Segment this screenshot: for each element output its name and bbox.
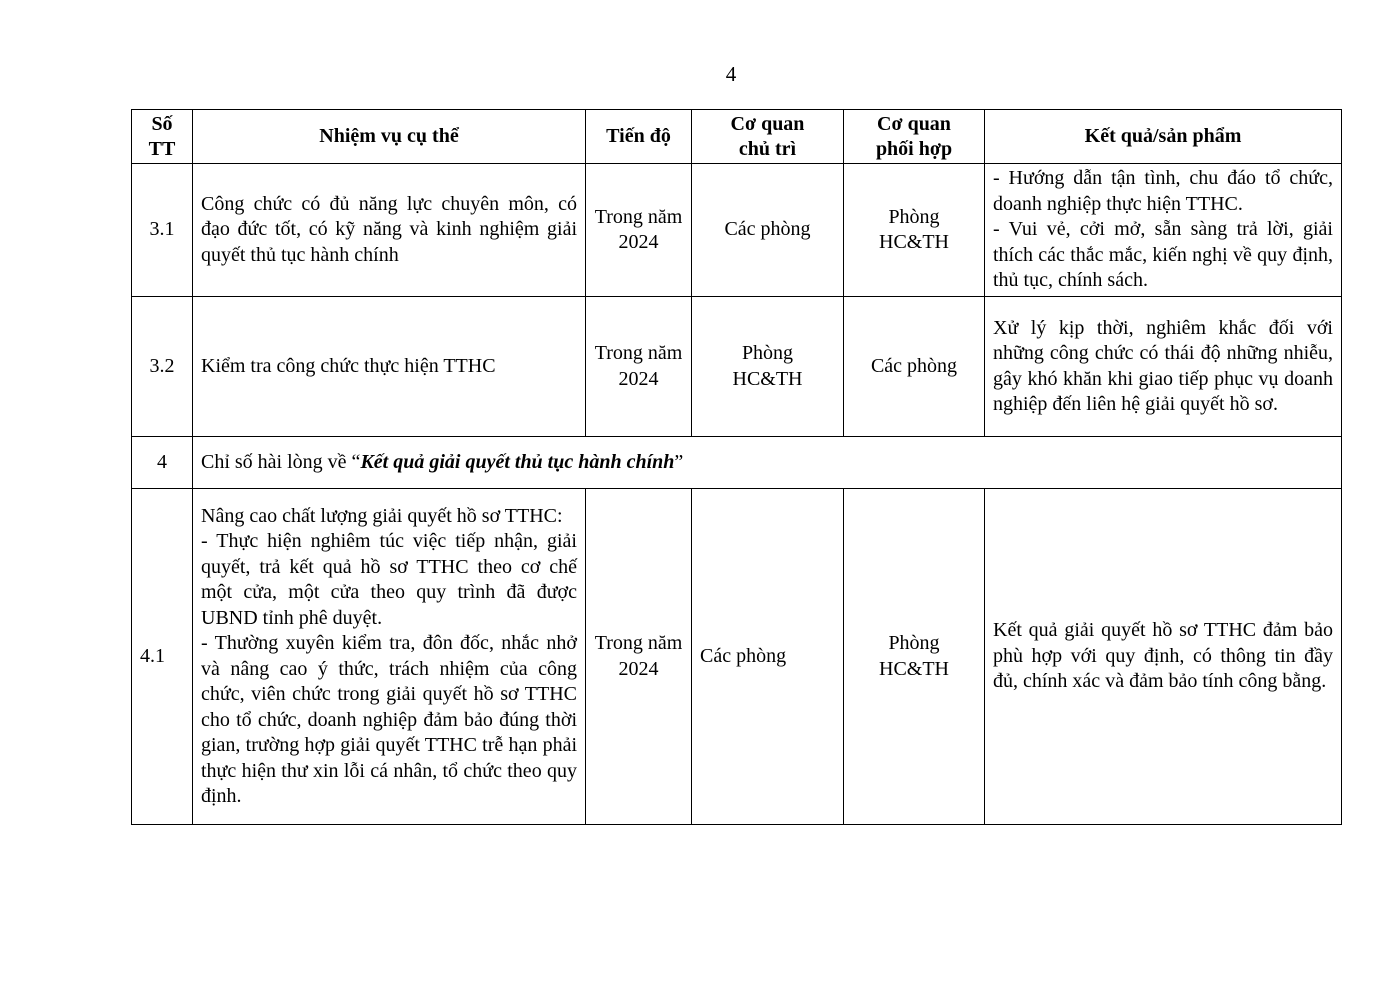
row-stt: 3.2 [132, 297, 193, 437]
row-lead: Các phòng [692, 164, 844, 297]
header-stt: Số TT [132, 110, 193, 164]
row-task: Công chức có đủ năng lực chuyên môn, có đạo đức tốt, có kỹ năng và kinh nghiệm giải quyết thủ tục hành chính [193, 164, 586, 297]
section-title-prefix: Chỉ số hài lòng về “ [201, 450, 361, 473]
row-coordinate: Phòng HC&TH [844, 489, 985, 825]
header-progress: Tiến độ [586, 110, 692, 164]
task-line: - Thực hiện nghiêm túc việc tiếp nhận, giải quyết, trả kết quả hồ sơ TTHC theo cơ chế một cửa, một cửa theo quy trình đã được UBND tỉnh phê duyệt. [201, 530, 577, 629]
task-table [131, 109, 1342, 825]
section-title-emphasis: Kết quả giải quyết thủ tục hành chính [360, 450, 675, 473]
table-row [132, 489, 1342, 825]
row-coordinate: Phòng HC&TH [844, 164, 985, 297]
row-lead: Phòng HC&TH [692, 297, 844, 437]
row-result: Kết quả giải quyết hồ sơ TTHC đảm bảo phù hợp với quy định, có thông tin đầy đủ, chính xác và đảm bảo tính công bằng. [985, 489, 1342, 825]
task-line: - Thường xuyên kiểm tra, đôn đốc, nhắc nhở và nâng cao ý thức, trách nhiệm của công chức, viên chức trong giải quyết hồ sơ TTHC cho tổ chức, doanh nghiệp đảm bảo đúng thời gian, trường hợp giải quyết TTHC trễ hạn phải thực hiện thư xin lỗi cá nhân, tổ chức theo quy định. [201, 632, 577, 807]
row-lead: Các phòng [692, 489, 844, 825]
result-line: - Vui vẻ, cởi mở, sẵn sàng trả lời, giải thích các thắc mắc, kiến nghị về quy định, thủ tục, chính sách. [993, 218, 1333, 292]
row-progress: Trong năm 2024 [586, 489, 692, 825]
section-row [132, 437, 1342, 489]
header-task: Nhiệm vụ cụ thể [193, 110, 586, 164]
row-result: Xử lý kịp thời, nghiêm khắc đối với những công chức có thái độ những nhiễu, gây khó khăn khi giao tiếp phục vụ doanh nghiệp đến liên hệ giải quyết hồ sơ. [985, 297, 1342, 437]
table-header-row [132, 110, 1342, 164]
section-stt: 4 [132, 437, 193, 489]
row-progress: Trong năm 2024 [586, 164, 692, 297]
row-stt: 3.1 [132, 164, 193, 297]
header-lead: Cơ quan chủ trì [692, 110, 844, 164]
section-title [193, 437, 1342, 489]
row-task [193, 489, 586, 825]
result-line: - Hướng dẫn tận tình, chu đáo tổ chức, doanh nghiệp thực hiện TTHC. [993, 167, 1333, 215]
row-stt: 4.1 [132, 489, 193, 825]
table-row [132, 297, 1342, 437]
header-result: Kết quả/sản phẩm [985, 110, 1342, 164]
table-row [132, 164, 1342, 297]
task-line: Nâng cao chất lượng giải quyết hồ sơ TTHC: [201, 504, 563, 527]
page-number: 4 [725, 62, 737, 86]
row-progress: Trong năm 2024 [586, 297, 692, 437]
row-task: Kiểm tra công chức thực hiện TTHC [193, 297, 586, 437]
row-result [985, 164, 1342, 297]
header-coordinate: Cơ quan phối hợp [844, 110, 985, 164]
section-title-suffix: ” [674, 450, 684, 473]
row-coordinate: Các phòng [844, 297, 985, 437]
